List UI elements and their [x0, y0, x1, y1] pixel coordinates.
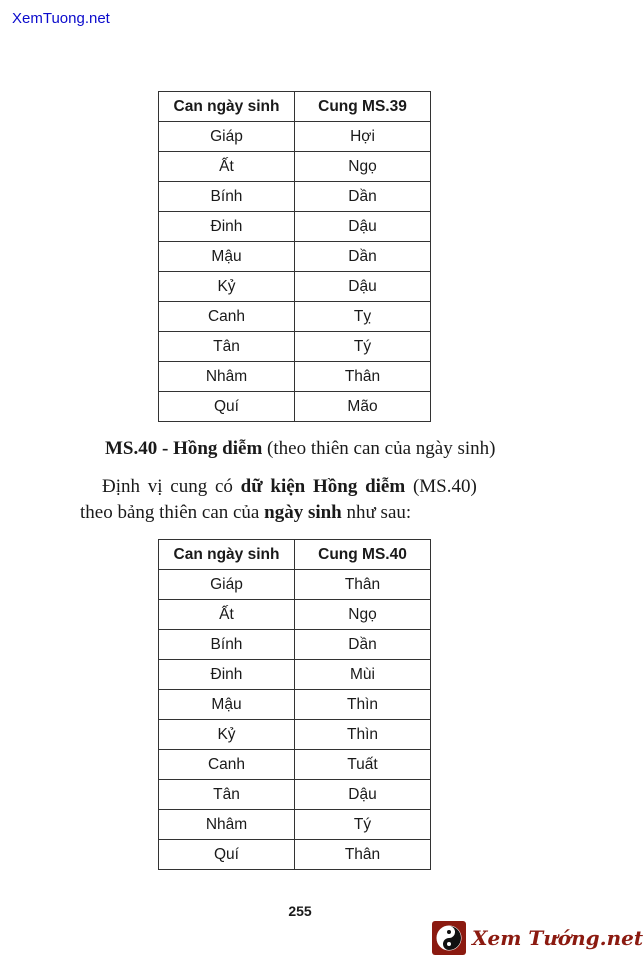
cung-cell: Dần [295, 630, 431, 660]
table-row [159, 152, 431, 182]
para-text: theo bảng thiên can của [80, 502, 265, 523]
cung-cell: Thân [295, 840, 431, 870]
table-row [159, 122, 431, 152]
para-text: (MS.40) [405, 476, 477, 497]
table-row [159, 242, 431, 272]
table-row [159, 780, 431, 810]
can-cell: Ất [159, 600, 295, 630]
cung-cell: Tuất [295, 750, 431, 780]
cung-cell: Hợi [295, 122, 431, 152]
can-cell: Giáp [159, 122, 295, 152]
table-row [159, 750, 431, 780]
column-header: Cung MS.40 [295, 540, 431, 570]
table-row [159, 690, 431, 720]
can-cell: Quí [159, 392, 295, 422]
paragraph-line-2 [80, 502, 411, 524]
cung-cell: Dần [295, 242, 431, 272]
cung-cell: Dậu [295, 212, 431, 242]
para-bold: ngày sinh [264, 502, 342, 523]
cung-cell: Ngọ [295, 152, 431, 182]
cung-cell: Thìn [295, 690, 431, 720]
para-text: Định vị cung có [102, 476, 241, 497]
can-cell: Giáp [159, 570, 295, 600]
can-cell: Quí [159, 840, 295, 870]
page-number: 255 [288, 903, 312, 919]
site-logo[interactable] [432, 918, 643, 958]
table-row [159, 630, 431, 660]
table-row [159, 362, 431, 392]
section-title-bold: MS.40 - Hồng diễm [105, 438, 263, 459]
table-row [159, 182, 431, 212]
table-row [159, 272, 431, 302]
table-header-row [159, 540, 431, 570]
can-cell: Bính [159, 630, 295, 660]
column-header: Cung MS.39 [295, 92, 431, 122]
column-header: Can ngày sinh [159, 540, 295, 570]
section-title [105, 438, 495, 460]
can-cell: Kỷ [159, 272, 295, 302]
can-cell: Mậu [159, 690, 295, 720]
can-cell: Tân [159, 332, 295, 362]
site-link[interactable]: XemTuong.net [12, 10, 110, 27]
table-row [159, 660, 431, 690]
cung-cell: Dậu [295, 780, 431, 810]
can-cell: Tân [159, 780, 295, 810]
logo-text: Xem Tướng.net [472, 926, 643, 950]
cung-cell: Tỵ [295, 302, 431, 332]
cung-cell: Tý [295, 332, 431, 362]
can-cell: Đinh [159, 660, 295, 690]
cung-cell: Ngọ [295, 600, 431, 630]
table-row [159, 332, 431, 362]
paragraph-line-1 [102, 476, 477, 498]
ms40-table [158, 539, 431, 870]
table-header-row [159, 92, 431, 122]
cung-cell: Mão [295, 392, 431, 422]
cung-cell: Thân [295, 570, 431, 600]
table-row [159, 720, 431, 750]
table-row [159, 570, 431, 600]
cung-cell: Thìn [295, 720, 431, 750]
para-bold: dữ kiện Hồng diễm [240, 476, 406, 497]
section-title-rest: (theo thiên can của ngày sinh) [262, 438, 496, 459]
can-cell: Mậu [159, 242, 295, 272]
can-cell: Đinh [159, 212, 295, 242]
cung-cell: Thân [295, 362, 431, 392]
para-text: như sau: [341, 502, 412, 523]
cung-cell: Dậu [295, 272, 431, 302]
yin-yang-icon [432, 921, 466, 955]
table-row [159, 212, 431, 242]
table-row [159, 810, 431, 840]
can-cell: Nhâm [159, 362, 295, 392]
table-row [159, 392, 431, 422]
can-cell: Canh [159, 302, 295, 332]
can-cell: Canh [159, 750, 295, 780]
can-cell: Ất [159, 152, 295, 182]
cung-cell: Dần [295, 182, 431, 212]
can-cell: Nhâm [159, 810, 295, 840]
can-cell: Kỷ [159, 720, 295, 750]
column-header: Can ngày sinh [159, 92, 295, 122]
table-row [159, 840, 431, 870]
cung-cell: Mùi [295, 660, 431, 690]
table-row [159, 302, 431, 332]
cung-cell: Tý [295, 810, 431, 840]
can-cell: Bính [159, 182, 295, 212]
ms39-table [158, 91, 431, 422]
table-row [159, 600, 431, 630]
